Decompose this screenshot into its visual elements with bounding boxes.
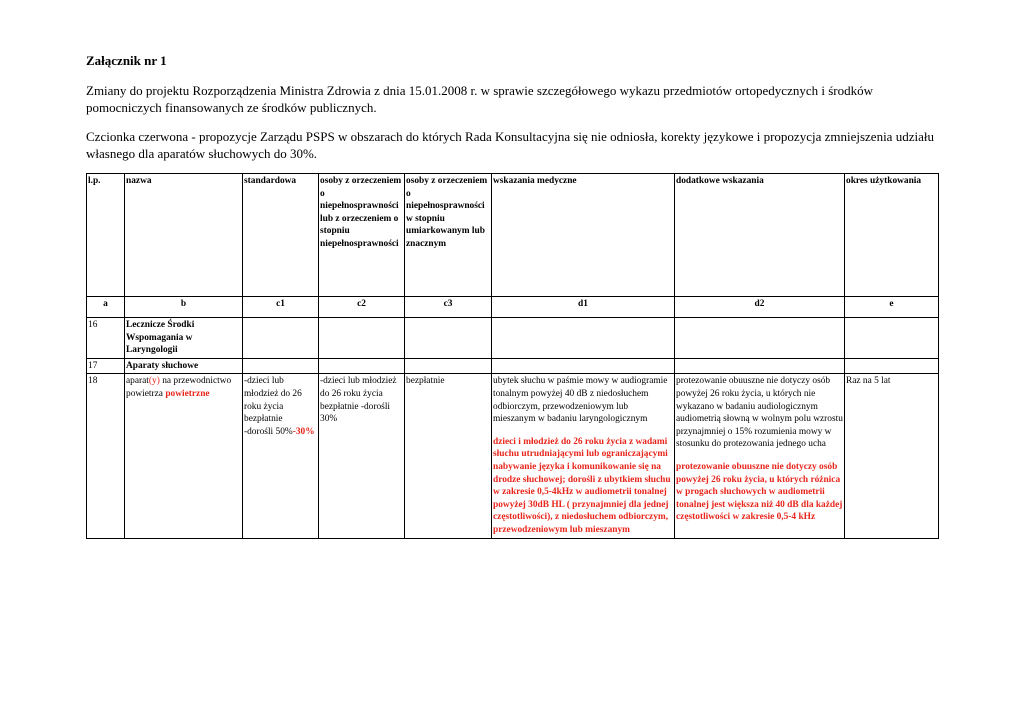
row17-nazwa: Aparaty słuchowe	[125, 358, 243, 374]
row18-c2: -dzieci lub młodzież do 26 roku życia bezpłatnie -dorośli 30%	[319, 374, 405, 538]
header-standardowa: standardowa	[243, 174, 319, 297]
header-d2: dodatkowe wskazania	[675, 174, 845, 297]
header-e: okres użytkowania	[845, 174, 939, 297]
header-lp: l.p.	[87, 174, 125, 297]
row18-d2-red: protezowanie obuuszne nie dotyczy osób powyżej 26 roku życia, u których różnica w progach słuchowych w audiometrii tonalnej jest większa niż 40 dB dla każdej częstotliwości w zakresie 0,5-4 kHz	[676, 461, 843, 523]
row17-lp: 17	[87, 358, 125, 374]
header-nazwa: nazwa	[125, 174, 243, 297]
row18-lp: 18	[87, 374, 125, 538]
row18-c1-red: -30%	[292, 426, 315, 437]
table-row	[87, 358, 939, 374]
header-d1: wskazania medyczne	[492, 174, 675, 297]
letter-c3: c3	[405, 297, 492, 318]
row18-c1-line2: -dorośli 50%	[244, 426, 293, 437]
letter-e: e	[845, 297, 939, 318]
row18-d1-black: ubytek słuchu w paśmie mowy w audiogramie tonalnym powyżej 40 dB z niedosłuchem odbiorczym, przewodzeniowym lub mieszanym w badaniu laryngologicznym	[493, 376, 668, 425]
row16-lp: 16	[87, 318, 125, 359]
row18-d1	[492, 374, 675, 538]
header-row	[87, 174, 939, 297]
header-c3: osoby z orzeczeniem o niepełnosprawności w stopniu umiarkowanym lub znacznym	[405, 174, 492, 297]
letter-d1: d1	[492, 297, 675, 318]
row18-d2-black: protezowanie obuuszne nie dotyczy osób powyżej 26 roku życia, u których nie wykazano w badaniu audiologicznym audiometrią słowną w wolnym polu wzrostu przynajmniej o 15% rozumienia mowy w stosunku do protezowania jednego ucha	[676, 376, 843, 450]
items-table	[86, 173, 939, 539]
row18-e: Raz na 5 lat	[845, 374, 939, 538]
letter-b: b	[125, 297, 243, 318]
column-letter-row	[87, 297, 939, 318]
table-row	[87, 318, 939, 359]
row18-d2	[675, 374, 845, 538]
letter-a: a	[87, 297, 125, 318]
legend-paragraph: Czcionka czerwona - propozycje Zarządu PSPS w obszarach do których Rada Konsultacyjna się nie odniosła, korekty językowe i propozycja zmniejszenia udziału własnego dla aparatów słuchowych do 30%.	[86, 129, 934, 161]
row18-d1-red: dzieci i młodzież do 26 roku życia z wadami słuchu utrudniającymi lub ograniczającymi nabywanie języka i komunikowanie się na drodze słuchowej; dorośli z ubytkiem słuchu w zakresie 0,5-4kHz w audiometrii tonalnej powyżej 30dB HL ( przynajmniej dla jednej częstotliwości), z niedosłuchem odbiorczym, przewodzeniowym lub mieszanym	[493, 436, 671, 535]
row18-nazwa-part2: na przewodnictwo powietrza	[126, 376, 232, 399]
table-row	[87, 374, 939, 538]
row16-nazwa: Lecznicze Środki Wspomagania w Laryngologii	[125, 318, 243, 359]
row18-nazwa	[125, 374, 243, 538]
row18-c3: bezpłatnie	[405, 374, 492, 538]
row18-nazwa-red1: (y)	[148, 376, 160, 387]
row18-nazwa-red2: powietrzne	[165, 388, 210, 399]
letter-c2: c2	[319, 297, 405, 318]
row18-c1	[243, 374, 319, 538]
header-c2: osoby z orzeczeniem o niepełnosprawności lub z orzeczeniem o stopniu niepełnosprawności	[319, 174, 405, 297]
letter-d2: d2	[675, 297, 845, 318]
document-title: Załącznik nr 1	[86, 53, 167, 68]
row18-c1-text: -dzieci lub młodzież do 26 roku życia bezpłatnie	[244, 376, 302, 425]
intro-paragraph: Zmiany do projektu Rozporządzenia Ministra Zdrowia z dnia 15.01.2008 r. w sprawie szczegółowego wykazu przedmiotów ortopedycznych i środków pomocniczych finansowanych ze środków publicznych.	[86, 83, 874, 115]
letter-c1: c1	[243, 297, 319, 318]
row18-nazwa-part1: aparat	[126, 376, 149, 387]
